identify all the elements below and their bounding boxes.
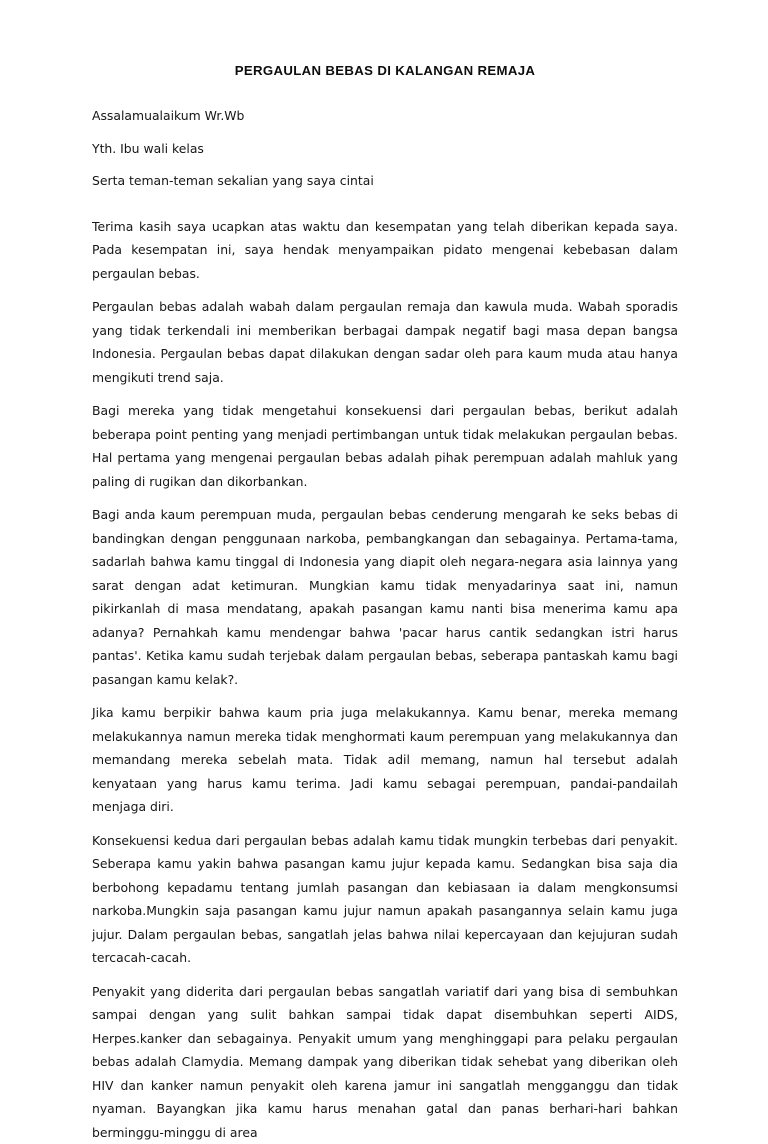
salutation-line: Yth. Ibu wali kelas [92, 137, 678, 161]
salutation-line: Serta teman-teman sekalian yang saya cintai [92, 169, 678, 193]
body-paragraph: Pergaulan bebas adalah wabah dalam pergaulan remaja dan kawula muda. Wabah sporadis yang tidak terkendali ini memberikan berbagai dampak negatif bagi masa depan bangsa Indonesia. Pergaulan bebas dapat dilakukan dengan sadar oleh para kaum muda atau hanya mengikuti trend saja. [92, 295, 678, 389]
page-title: PERGAULAN BEBAS DI KALANGAN REMAJA [92, 62, 678, 80]
document-body [92, 62, 678, 1144]
body-paragraph: Bagi anda kaum perempuan muda, pergaulan bebas cenderung mengarah ke seks bebas di bandingkan dengan penggunaan narkoba, pembangkangan dan sebagainya. Pertama-tama, sadarlah bahwa kamu tinggal di Indonesia yang diapit oleh negara-negara asia lainnya yang sarat dengan adat ketimuran. Mungkian kamu tidak menyadarinya saat ini, namun pikirkanlah di masa mendatang, apakah pasangan kamu nanti bisa menerima kamu apa adanya? Pernahkah kamu mendengar bahwa 'pacar harus cantik sedangkan istri harus pantas'. Ketika kamu sudah terjebak dalam pergaulan bebas, seberapa pantaskah kamu bagi pasangan kamu kelak?. [92, 503, 678, 691]
salutation-block [92, 104, 678, 193]
body-paragraph: Jika kamu berpikir bahwa kaum pria juga melakukannya. Kamu benar, mereka memang melakukannya namun mereka tidak menghormati kaum perempuan yang melakukannya dan memandang mereka sebelah mata. Tidak adil memang, namun hal tersebut adalah kenyataan yang harus kamu terima. Jadi kamu sebagai perempuan, pandai-pandailah menjaga diri. [92, 701, 678, 819]
body-paragraph: Penyakit yang diderita dari pergaulan bebas sangatlah variatif dari yang bisa di sembuhkan sampai dengan yang sulit bahkan sampai tidak dapat disembuhkan seperti AIDS, Herpes.kanker dan sebagainya. Penyakit umum yang menghinggapi para pelaku pergaulan bebas adalah Clamydia. Memang dampak yang diberikan tidak sehebat yang diberikan oleh HIV dan kanker namun penyakit oleh karena jamur ini sangatlah mengganggu dan tidak nyaman. Bayangkan jika kamu harus menahan gatal dan panas berhari-hari bahkan berminggu-minggu di area [92, 980, 678, 1144]
body-paragraph: Bagi mereka yang tidak mengetahui konsekuensi dari pergaulan bebas, berikut adalah beberapa point penting yang menjadi pertimbangan untuk tidak melakukan pergaulan bebas. Hal pertama yang mengenai pergaulan bebas adalah pihak perempuan adalah mahluk yang paling di rugikan dan dikorbankan. [92, 399, 678, 493]
body-paragraph: Terima kasih saya ucapkan atas waktu dan kesempatan yang telah diberikan kepada saya. Pada kesempatan ini, saya hendak menyampaikan pidato mengenai kebebasan dalam pergaulan bebas. [92, 215, 678, 286]
body-paragraph: Konsekuensi kedua dari pergaulan bebas adalah kamu tidak mungkin terbebas dari penyakit. Seberapa kamu yakin bahwa pasangan kamu jujur kepada kamu. Sedangkan bisa saja dia berbohong kepadamu tentang jumlah pasangan dan kebiasaan ia dalam mengkonsumsi narkoba.Mungkin saja pasangan kamu jujur namun apakah pasangannya selain kamu juga jujur. Dalam pergaulan bebas, sangatlah jelas bahwa nilai kepercayaan dan kejujuran sudah tercacah-cacah. [92, 829, 678, 970]
body-paragraphs [92, 215, 678, 1144]
salutation-line: Assalamualaikum Wr.Wb [92, 104, 678, 128]
